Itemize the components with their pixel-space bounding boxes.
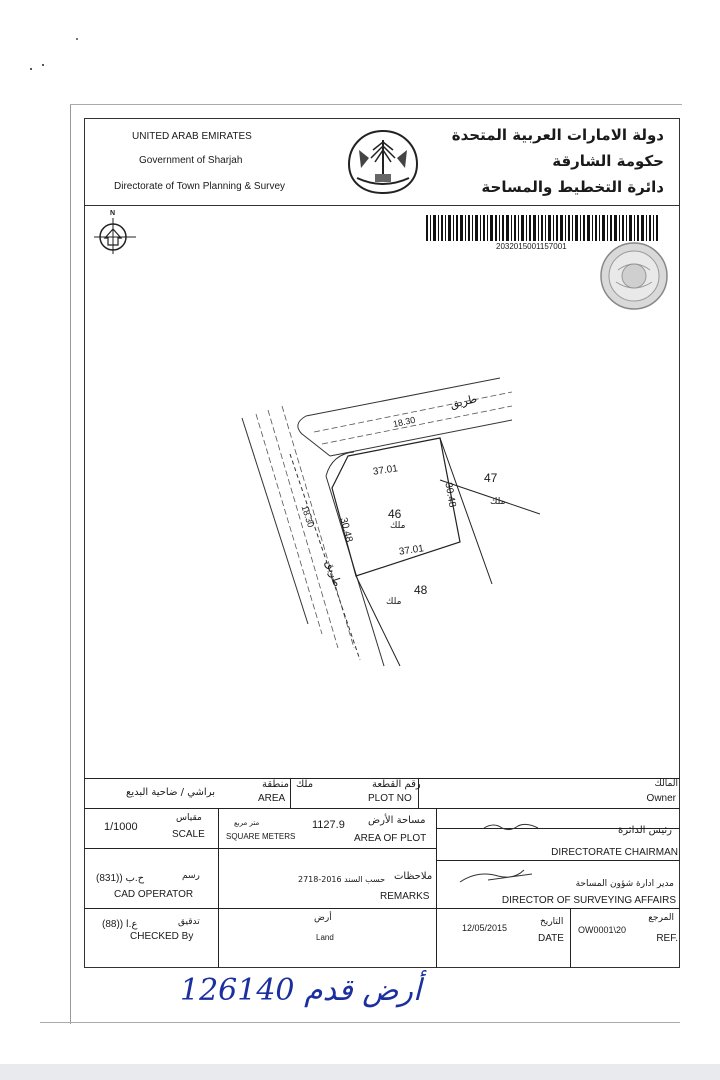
paper-edge-bottom [40,1022,680,1023]
paper-edge-left [70,104,71,1024]
ref-value: OW0001\20 [578,925,627,935]
header-ar-directorate: دائرة التخطيط والمساحة [481,178,664,196]
chairman-signature-icon [482,820,542,834]
road-left-width: 18.30 [299,504,316,529]
barcode-number: 2032015001157001 [496,242,567,251]
date-label-ar: التاريخ [540,917,564,927]
ref-label-ar: المرجع [648,913,674,923]
land-use-en: Land [316,933,334,942]
plot46-bottom-dimension: 37.01 [398,543,425,558]
scale-value: 1/1000 [104,821,138,833]
header-ar-government: حكومة الشارقة [552,152,664,170]
header-ar-country: دولة الامارات العربية المتحدة [451,126,664,144]
plot46-right-dimension: 30.48 [442,481,458,509]
remarks-value: حسب السند 2016-2718 [298,875,386,884]
scan-speck [42,64,44,66]
paper-edge-top [70,104,682,105]
owner-label-en: Owner [646,793,676,804]
remarks-label-ar: ملاحظات [394,871,433,882]
area-stamp-ar: ملك [296,779,314,790]
table-row2b-border [436,860,680,861]
barcode-icon [426,215,658,241]
scan-speck [30,68,32,70]
area-of-plot-value: 1127.9 [312,819,345,831]
cad-operator-label-ar: رسم [182,871,200,881]
table-col-date [570,908,571,968]
frame-bottom [84,967,680,968]
table-col-mid [436,808,437,968]
land-use-ar: أرض [314,913,332,923]
plot46-status: ملك [390,521,406,531]
table-col-area [290,778,291,808]
area-of-plot-label-ar: مساحة الأرض [368,815,426,826]
plot-no-label-en: PLOT NO [368,793,412,804]
area-label-ar: منطقة [262,779,289,790]
table-col-scale [218,808,219,968]
ref-label-en: REF. [656,933,678,944]
plot48-number: 48 [414,583,428,597]
road-left-label: طريق [323,558,344,589]
director-label-en: DIRECTOR OF SURVEYING AFFAIRS [501,895,676,906]
frame-top [84,118,680,119]
sharjah-emblem-icon [345,128,421,196]
area-of-plot-label-en: AREA OF PLOT [354,833,427,844]
cad-operator-value: ح.ب ((831) [96,873,145,884]
road-top-label: طريق [448,392,479,411]
plot48-status: ملك [386,597,402,607]
road-top-width: 18.30 [392,414,417,430]
square-meters-en: SQUARE METERS [226,832,296,841]
plot47-number: 47 [484,471,498,485]
plot47-status: ملك [490,497,506,507]
site-plan-map [230,370,540,670]
table-row1-border [84,808,680,809]
header-en-government: Government of Sharjah [139,155,243,166]
director-label-ar: مدير ادارة شؤون المساحة [575,879,674,889]
header-en-country: UNITED ARAB EMIRATES [132,131,252,142]
official-seal-icon [598,240,670,312]
plot46-top-dimension: 37.01 [372,463,399,478]
scale-label-ar: مقياس [176,813,202,823]
header-en-directorate: Directorate of Town Planning & Survey [114,181,286,192]
handwritten-note: أرض قدم 126140 [180,973,422,1008]
north-arrow-icon [90,214,140,258]
director-signature-icon [458,866,538,886]
scan-speck [76,38,78,40]
checked-by-label-en: CHECKED By [130,931,194,942]
table-row2-border-left [84,848,436,849]
north-label: N [110,210,116,217]
plot46-number: 46 [388,507,402,521]
chairman-label-ar: رئيس الدائرة [618,825,672,836]
date-value: 12/05/2015 [462,923,508,933]
owner-label-ar: المالك [654,779,678,789]
header-divider [84,205,680,206]
cad-operator-label-en: CAD OPERATOR [114,889,194,900]
frame-left [84,118,85,968]
scale-label-en: SCALE [172,829,205,840]
table-row3-border [84,908,680,909]
chairman-label-en: DIRECTORATE CHAIRMAN [551,847,678,858]
plot-no-label-ar: رقم القطعة [372,779,421,790]
scan-background [0,1064,720,1080]
checked-by-label-ar: تدقيق [178,917,200,927]
checked-by-value: ع.ا ((88) [102,919,138,930]
area-value: براشي / ضاحية البديع [126,787,215,798]
square-meters-ar: متر مربع [234,819,260,827]
plot46-left-dimension: 30.48 [337,516,355,544]
area-label-en: AREA [258,793,286,804]
date-label-en: DATE [538,933,564,944]
frame-right [679,118,680,968]
remarks-label-en: REMARKS [380,891,430,902]
